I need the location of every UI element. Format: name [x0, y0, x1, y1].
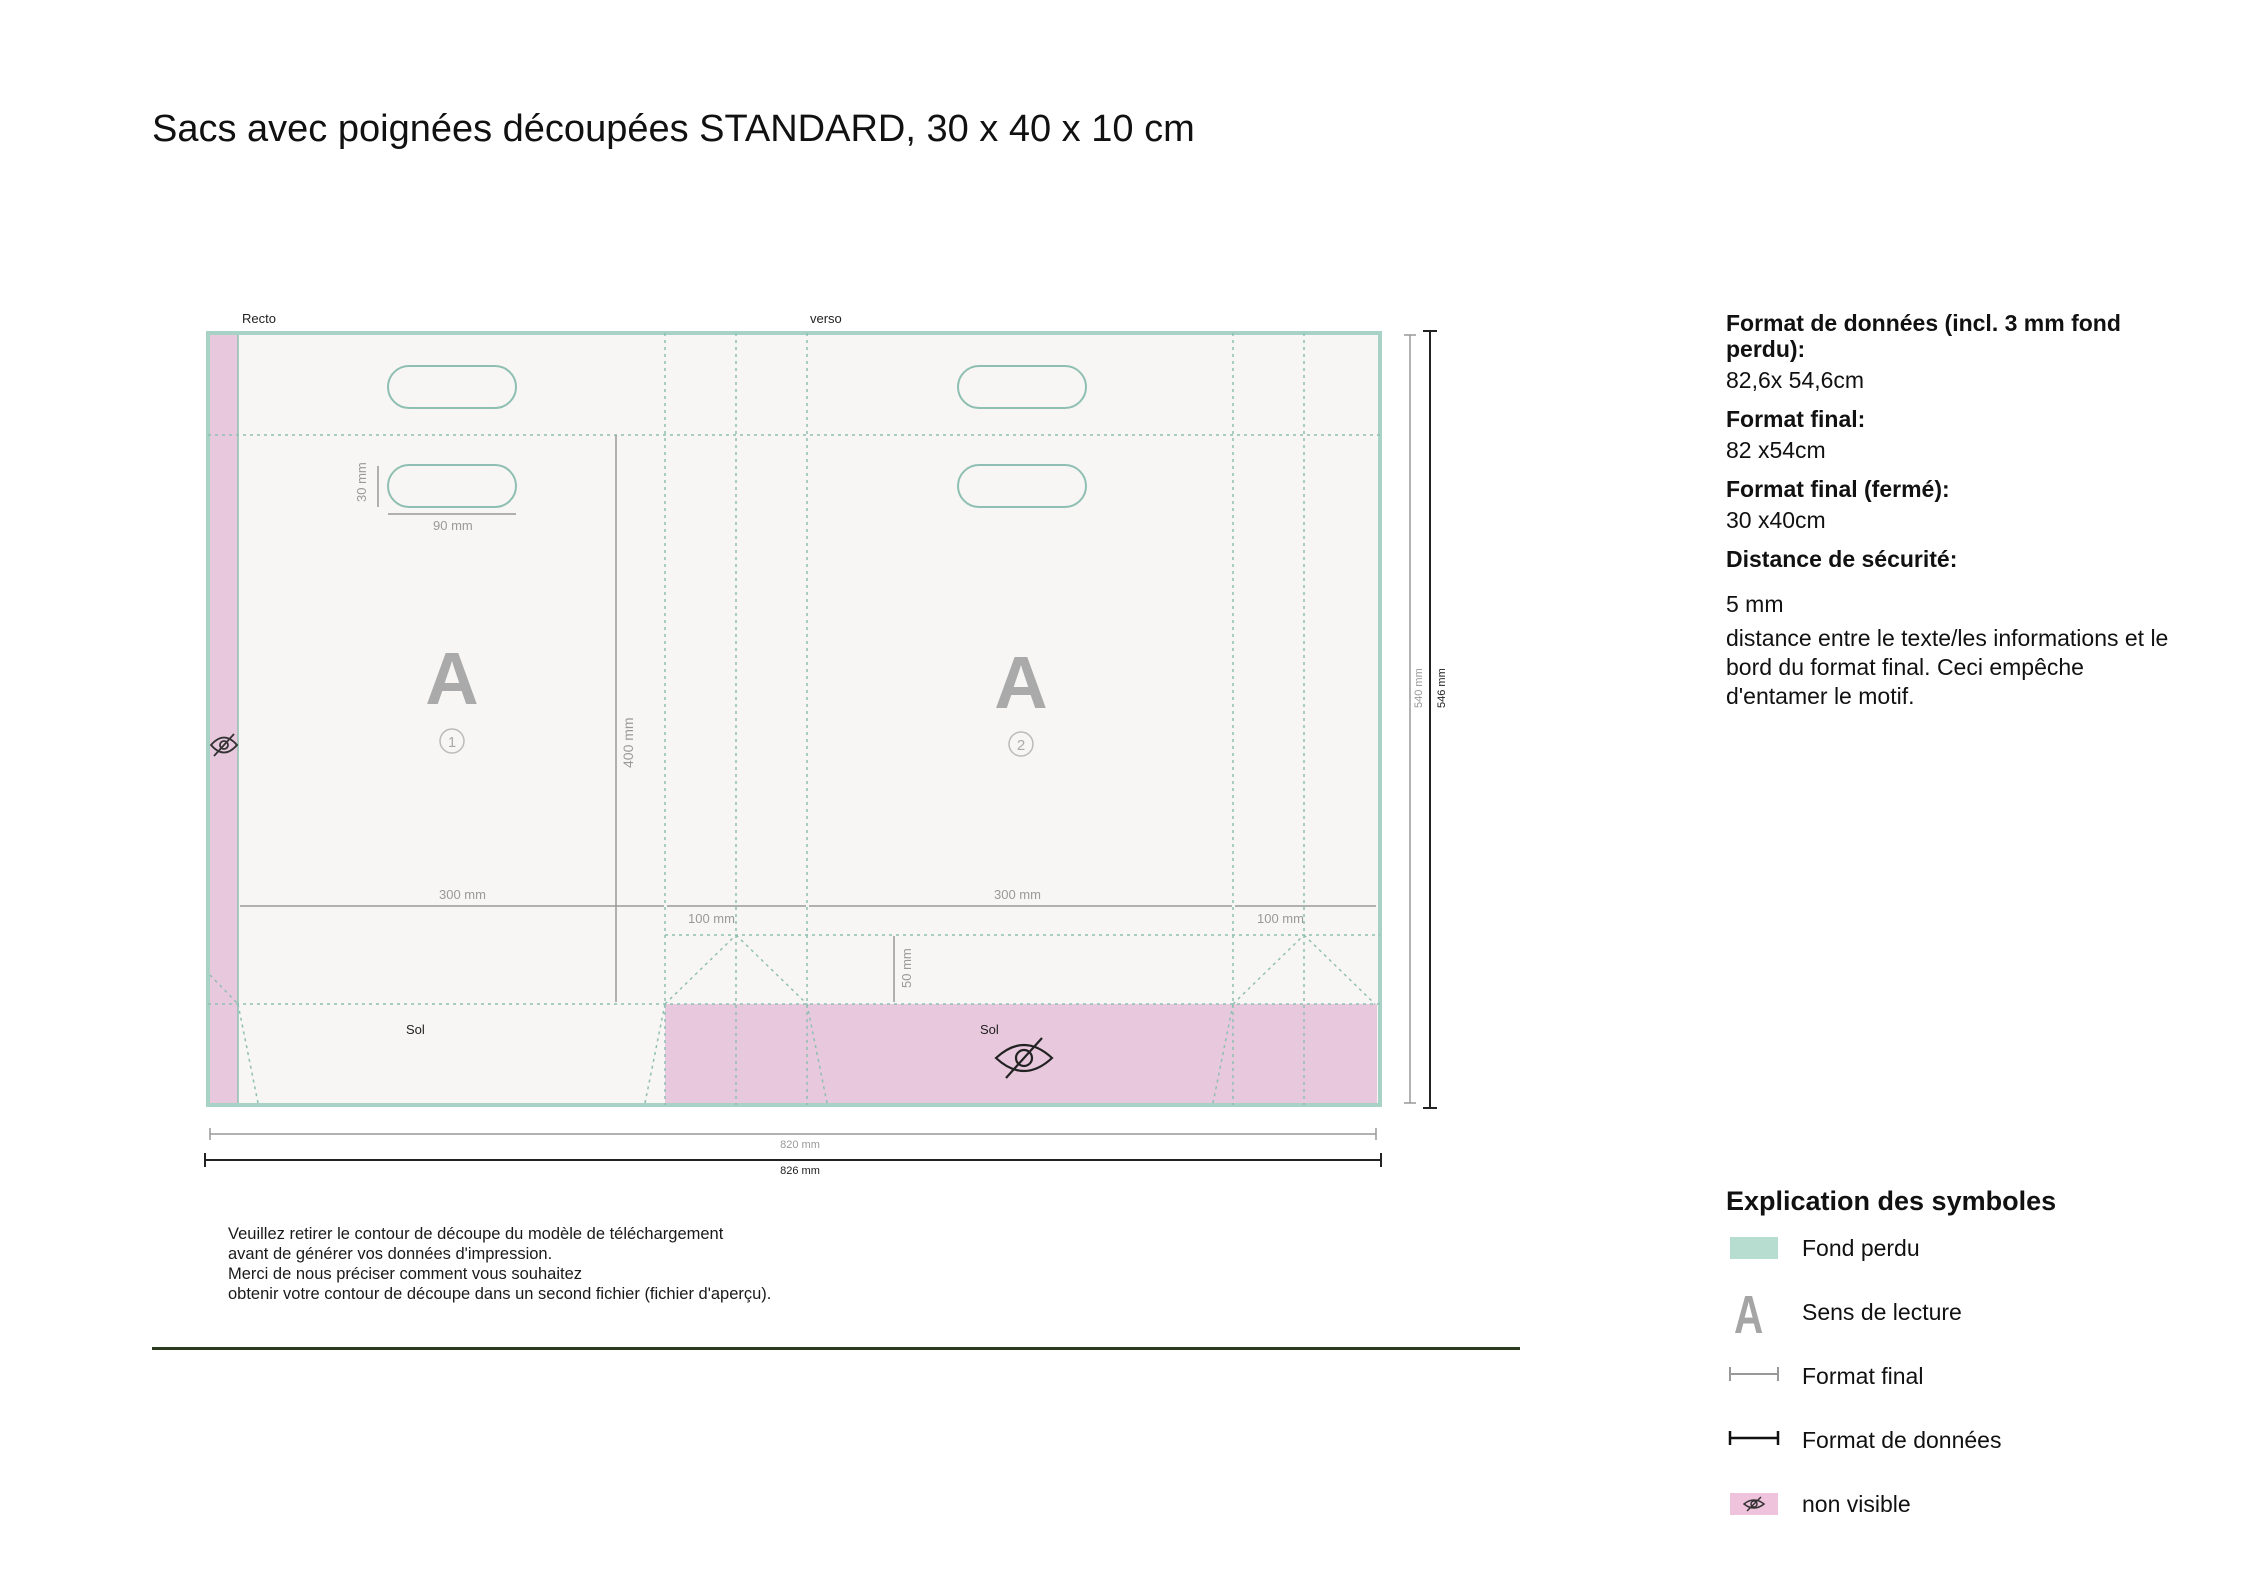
note-line: Merci de nous préciser comment vous souhaitez — [228, 1265, 582, 1283]
final-format-label: Format final: — [1726, 406, 1866, 432]
handle-height-label: 30 mm — [354, 462, 369, 502]
reading-direction-letter: A — [994, 641, 1048, 724]
reading-direction-icon: A — [1734, 1285, 1764, 1345]
panel-number: 2 — [1016, 737, 1026, 754]
data-width-label: 826 mm — [780, 1165, 820, 1177]
bottom-non-visible-zone — [665, 1004, 1377, 1103]
page-title: Sacs avec poignées découpées STANDARD, 30 x 40 x 10 cm — [152, 108, 1195, 150]
bag-height-label: 400 mm — [620, 717, 636, 768]
reading-direction-letter: A — [425, 637, 479, 720]
bottom-label: Sol — [406, 1022, 425, 1037]
legend-item-not-visible — [1726, 1487, 2206, 1551]
bottom-label: Sol — [980, 1022, 999, 1037]
legend-label: non visible — [1802, 1491, 1911, 1517]
panel-number: 1 — [447, 734, 457, 751]
note-line: Veuillez retirer le contour de découpe du modèle de téléchargement — [228, 1225, 724, 1243]
final-closed-value: 30 x40cm — [1726, 507, 1826, 533]
safety-label: Distance de sécurité: — [1726, 546, 1958, 572]
legend-item-reading — [1726, 1285, 2206, 1359]
final-closed-label: Format final (fermé): — [1726, 476, 1950, 502]
legend-label: Format de données — [1802, 1427, 2002, 1453]
final-width-label: 820 mm — [780, 1139, 820, 1151]
data-height-label: 546 mm — [1436, 668, 1448, 708]
specs-panel — [1726, 310, 2186, 711]
legend-item-bleed — [1726, 1231, 2206, 1295]
symbol-legend — [1726, 1186, 2206, 1551]
final-height-label: 540 mm — [1413, 668, 1425, 708]
legend-item-data-format — [1726, 1423, 2206, 1487]
final-format-value: 82 x54cm — [1726, 437, 1826, 463]
bleed-swatch-icon — [1726, 1231, 1782, 1271]
legend-item-final-format — [1726, 1359, 2206, 1423]
glue-flap-zone — [210, 335, 238, 1103]
data-format-value: 82,6x 54,6cm — [1726, 367, 1865, 393]
legend-title: Explication des symboles — [1726, 1186, 2057, 1216]
panel-width-label: 300 mm — [994, 887, 1041, 902]
not-visible-eye-icon — [1726, 1487, 1782, 1527]
note-line: obtenir votre contour de découpe dans un second fichier (fichier d'aperçu). — [228, 1285, 772, 1303]
divider-line — [152, 1347, 1520, 1350]
sheet-background — [208, 333, 1380, 1105]
note-line: avant de générer vos données d'impression. — [228, 1245, 553, 1263]
cut-contour-note — [228, 1224, 771, 1304]
handle-width-label: 90 mm — [433, 518, 473, 533]
verso-label: verso — [810, 311, 842, 326]
legend-label: Fond perdu — [1802, 1235, 1920, 1261]
panel-width-label: 300 mm — [439, 887, 486, 902]
legend-label: Sens de lecture — [1802, 1299, 1962, 1325]
gusset-depth-label: 50 mm — [899, 948, 914, 988]
data-format-line-icon — [1726, 1423, 1782, 1463]
data-format-label: Format de données (incl. 3 mm fond perdu): — [1726, 310, 2121, 362]
safety-value: 5 mm — [1726, 591, 1784, 617]
recto-label: Recto — [242, 311, 276, 326]
legend-label: Format final — [1802, 1363, 1924, 1389]
final-format-line-icon — [1726, 1359, 1782, 1399]
side-width-label: 100 mm — [688, 911, 735, 926]
side-width-label: 100 mm — [1257, 911, 1304, 926]
safety-description: distance entre le texte/les informations et le bord du format final. Ceci empêche d'entamer le motif. — [1726, 625, 2169, 709]
